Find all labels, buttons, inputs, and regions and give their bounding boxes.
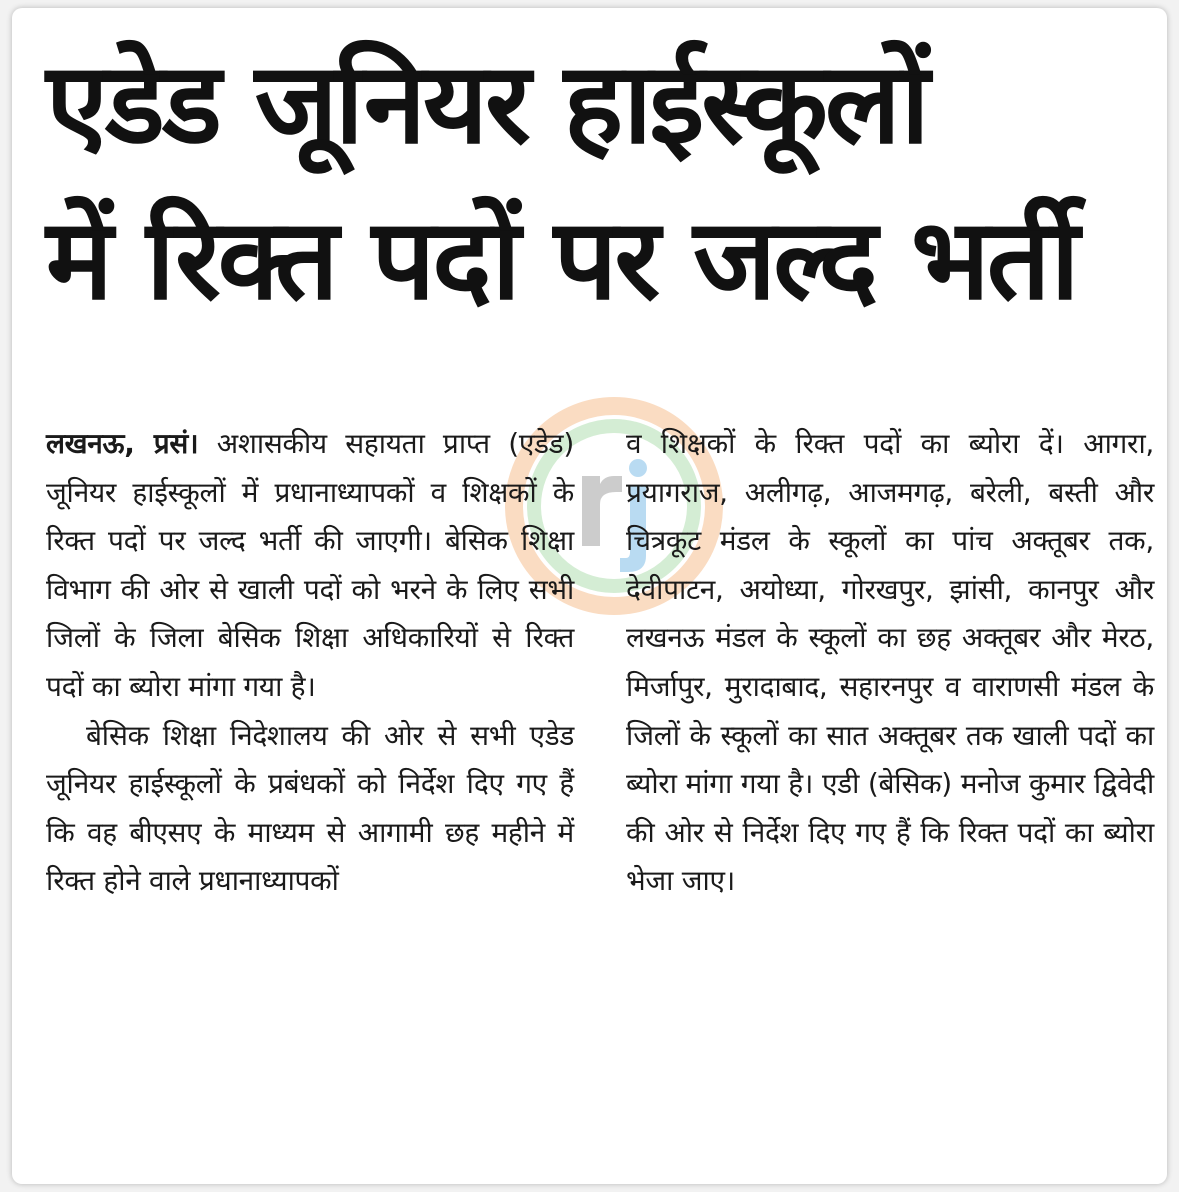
article-paragraph-1 [46, 420, 574, 712]
article-paragraph-2: बेसिक शिक्षा निदेशालय की ओर से सभी एडेड जूनियर हाईस्कूलों के प्रबंधकों को निर्देश दिए गए हैं कि वह बीएसए के माध्यम से आगामी छह महीने में रिक्त होने वाले प्रधानाध्यापकों [46, 718, 574, 898]
headline-line-2: में रिक्त पदों पर जल्द भर्ती [46, 195, 1077, 325]
dateline: लखनऊ, प्रसं। [46, 427, 199, 460]
news-clipping [12, 8, 1167, 1184]
watermark-letter-r [582, 476, 622, 546]
paragraph-1-text: अशासकीय सहायता प्राप्त (एडेड) जूनियर हाईस्कूलों में प्रधानाध्यापकों व शिक्षकों के रिक्त पदों पर जल्द भर्ती की जाएगी। बेसिक शिक्षा विभाग की ओर से खाली पदों को भरने के लिए सभी जिलों के जिला बेसिक शिक्षा अधिकारियों से रिक्त पदों का ब्योरा मांगा गया है। [46, 427, 574, 703]
article-column-right [626, 420, 1154, 906]
article-column-left [46, 420, 574, 906]
headline [46, 26, 1146, 338]
article-paragraph-3: व शिक्षकों के रिक्त पदों का ब्योरा दें। आगरा, प्रयागराज, अलीगढ़, आजमगढ़, बरेली, बस्ती और चित्रकूट मंडल के स्कूलों का पांच अक्तूबर तक, देवीपाटन, अयोध्या, गोरखपुर, झांसी, कानपुर और लखनऊ मंडल के स्कूलों का छह अक्तूबर और मेरठ, मिर्जापुर, मुरादाबाद, सहारनपुर व वाराणसी मंडल के जिलों के स्कूलों का सात अक्तूबर तक खाली पदों का ब्योरा मांगा गया है। एडी (बेसिक) मनोज कुमार द्विवेदी की ओर से निर्देश दिए गए हैं कि रिक्त पदों का ब्योरा भेजा जाए। [626, 427, 1154, 898]
headline-line-1: एडेड जूनियर हाईस्कूलों [46, 39, 927, 169]
